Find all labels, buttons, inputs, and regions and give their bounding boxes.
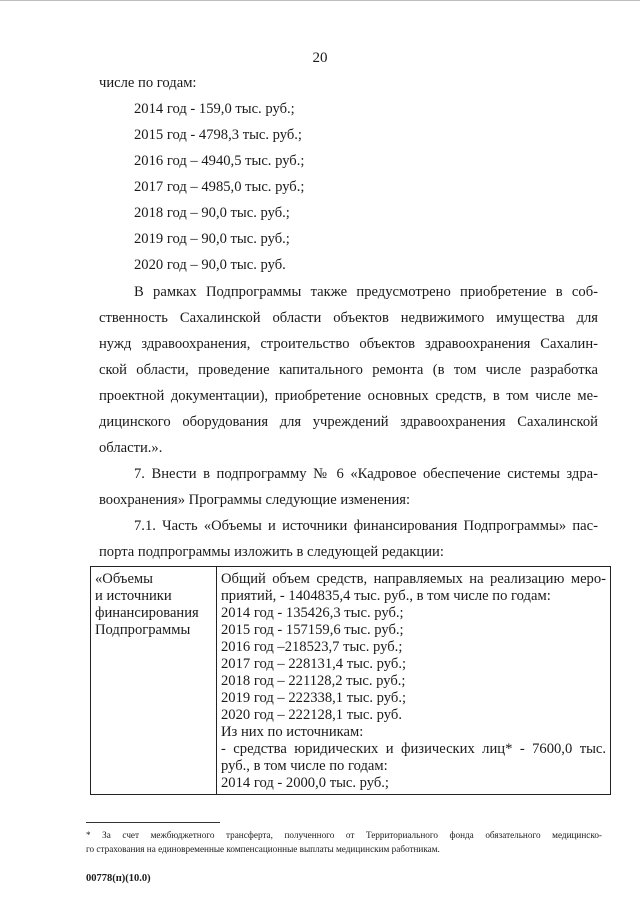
content-cell [217,567,611,795]
content-line: приятий, - 1404835,4 тыс. руб., в том числе по годам: [221,588,551,604]
label-line: и источники [95,588,172,604]
label-line: «Объемы [95,571,153,587]
paragraph-line: нужд здравоохранения, строительство объектов здравоохранения Сахалин- [99,336,598,352]
content-line: руб., в том числе по годам: [221,758,388,774]
year-line: 2019 год – 90,0 тыс. руб.; [134,231,290,247]
year-line: 2016 год – 4940,5 тыс. руб.; [134,153,305,169]
content-line: 2015 год - 157159,6 тыс. руб.; [221,622,404,638]
paragraph-line: воохранения» Программы следующие изменения: [99,492,411,508]
table-row [91,567,611,795]
year-line: 2014 год - 159,0 тыс. руб.; [134,101,295,117]
paragraph-line: 7. Внести в подпрограмму № 6 «Кадровое обеспечение системы здра- [134,466,598,482]
label-line: финансирования [95,605,199,621]
content-line: 2019 год – 222338,1 тыс. руб.; [221,690,407,706]
intro-line: числе по годам: [99,75,197,91]
paragraph-line: ственность Сахалинской области объектов недвижимого имущества для [99,310,598,326]
content-line: 2020 год – 222128,1 тыс. руб. [221,707,402,723]
footnote-line: * За счет межбюджетного трансферта, полученного от Территориального фонда обязательного медицинско- [86,830,602,840]
paragraph-line: В рамках Подпрограммы также предусмотрено приобретение в соб- [134,284,598,300]
label-cell [91,567,217,795]
paragraph-line: проектной документации), приобретение основных средств, в том числе ме- [99,388,598,404]
paragraph-line: 7.1. Часть «Объемы и источники финансирования Подпрограммы» пас- [134,518,598,534]
content-line: 2017 год – 228131,4 тыс. руб.; [221,656,407,672]
footnote-separator [86,822,220,823]
financing-table [90,566,611,795]
content-line: 2018 год – 221128,2 тыс. руб.; [221,673,406,689]
paragraph-line: порта подпрограммы изложить в следующей редакции: [99,544,444,560]
label-line: Подпрограммы [95,622,191,638]
year-line: 2017 год – 4985,0 тыс. руб.; [134,179,305,195]
paragraph-line: ской области, проведение капитального ремонта (в том числе разработка [99,362,598,378]
content-line: - средства юридических и физических лиц* - 7600,0 тыс. [221,741,606,757]
page-number: 20 [312,50,328,66]
content-line: 2014 год - 2000,0 тыс. руб.; [221,775,389,791]
document-code: 00778(п)(10.0) [86,873,151,884]
top-border-line [0,0,640,1]
year-line: 2020 год – 90,0 тыс. руб. [134,257,286,273]
year-line: 2015 год - 4798,3 тыс. руб.; [134,127,302,143]
content-line: 2016 год –218523,7 тыс. руб.; [221,639,403,655]
footnote-line: го страхования на единовременные компенсационные выплаты медицинским работникам. [86,844,440,854]
year-line: 2018 год – 90,0 тыс. руб.; [134,205,290,221]
content-line: Общий объем средств, направляемых на реализацию меро- [221,571,606,587]
content-line: 2014 год - 135426,3 тыс. руб.; [221,605,404,621]
paragraph-line: дицинского оборудования для учреждений здравоохранения Сахалинской [99,414,598,430]
content-line: Из них по источникам: [221,724,364,740]
paragraph-line: области.». [99,440,163,456]
